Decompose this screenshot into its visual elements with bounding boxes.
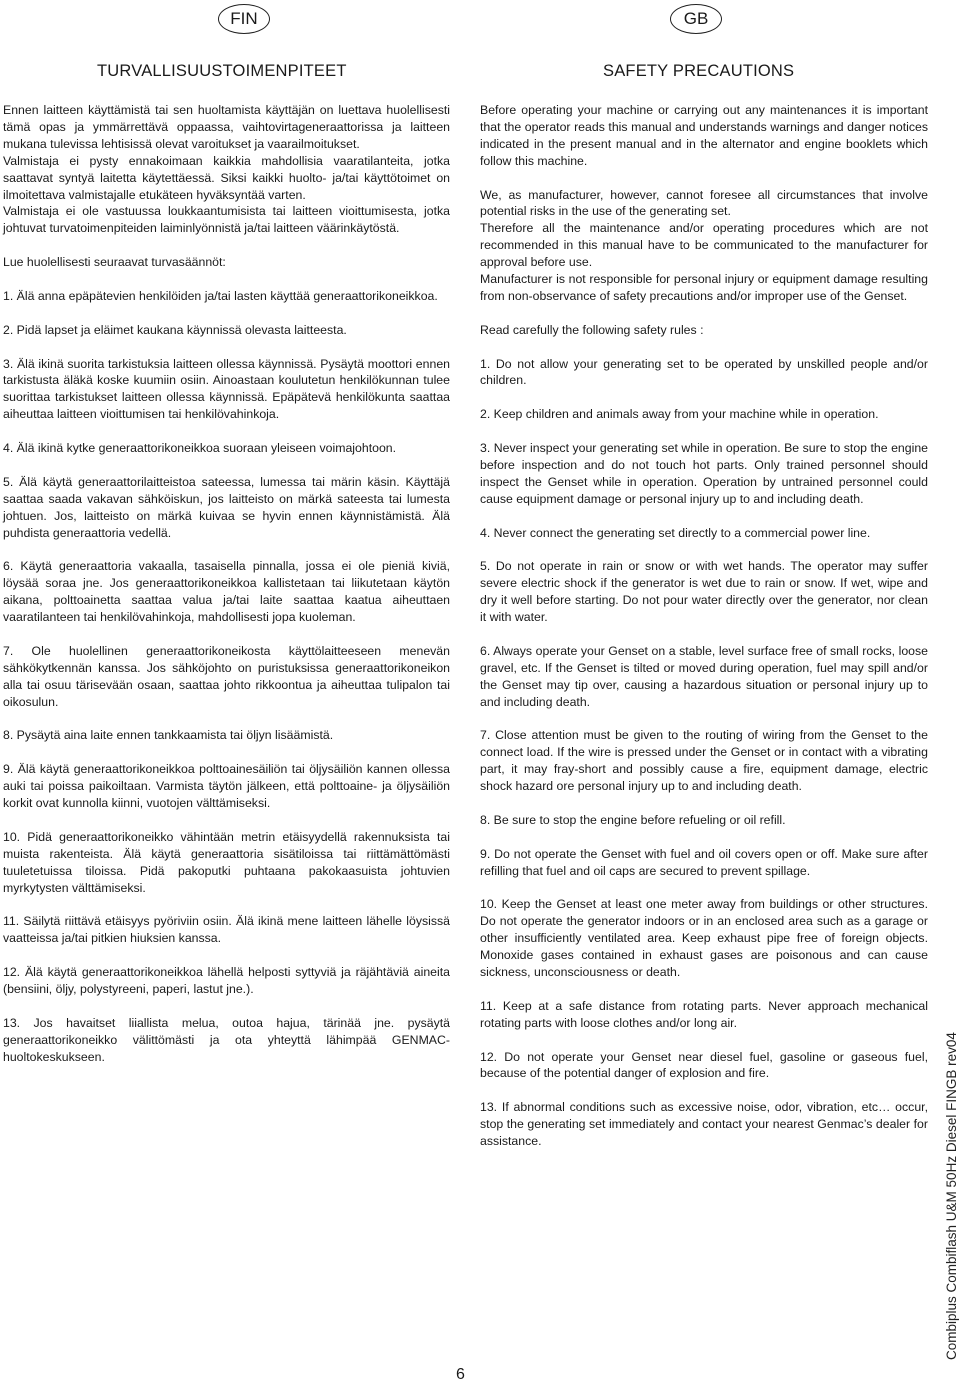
english-column	[480, 102, 928, 1150]
safety-rule: 5. Älä käytä generaattorilaitteistoa sateessa, lumessa tai märin käsin. Käyttäjä saattaa saada vakavan sähköiskun, jos laitteisto on märkä sateesta tai lumesta johtuen. Jos, laitteisto on märkä kuivaa se hyvin ennen käynnistämistä. Älä puhdista generaattoria vedellä.	[3, 474, 450, 540]
safety-rule: 11. Säilytä riittävä etäisyys pyöriviin osiin. Älä ikinä mene laitteen lähelle löysissä vaatteissa ja/tai pitkien hiuksien kanssa.	[3, 914, 450, 946]
intro-paragraph: Valmistaja ei ole vastuussa loukkaantumisista tai laitteen vioittumisesta, jotka johtuvat turvatoimenpiteiden laiminlyönnistä ja/tai laitteen väärinkäytöstä.	[3, 204, 450, 236]
intro-paragraph: Valmistaja ei pysty ennakoimaan kaikkia mahdollisia vaaratilanteita, jotka saattavat syntyä laitetta käytettäessä. Siksi kaikki huolto- ja/tai käyttötoimet on ilmoitettava valmistajalle etukäteen hyväksyntää varten.	[3, 153, 450, 202]
safety-rule: 7. Close attention must be given to the routing of wiring from the Genset to the connect load. If the wire is pressed under the Genset or in contact with a vibrating part, it may fray-short and possibly cause a fire, equipment damage, electric shock hazard ore personal injury up to and including death.	[480, 728, 928, 794]
safety-rule: 11. Keep at a safe distance from rotating parts. Never approach mechanical rotating parts with loose clothes and/or long air.	[480, 998, 928, 1030]
safety-rule: 9. Älä käytä generaattorikoneikkoa polttoainesäiliön tai öljysäiliön kannen ollessa auki tai poissa paikoiltaan. Varmista täytön jälkeen, että polttoaine- ja öljysäiliön korkit ovat kunnolla kiinni, vuotojen välttämiseksi.	[3, 762, 450, 810]
rules-lead: Read carefully the following safety rules :	[480, 322, 704, 337]
intro-paragraph: Manufacturer is not responsible for personal injury or equipment damage resulting from non-observance of safety precautions and/or improper use of the Genset.	[480, 272, 928, 303]
safety-rule: 9. Do not operate the Genset with fuel and oil covers open or off. Make sure after refilling that fuel and oil caps are secured to prevent spillage.	[480, 846, 928, 878]
safety-rule: 7. Ole huolellinen generaattorikoneikosta käyttölaitteeseen menevän sähkökytkennän kanssa. Jos sähköjohto on puristuksissa generaattorikoneikon alla tai osuu tärisevään osaan, saattaa johto rikkoontua ja aiheuttaa tulipalon tai oikosulun.	[3, 643, 450, 709]
safety-rule: 8. Be sure to stop the engine before refueling or oil refill.	[480, 812, 786, 827]
intro-paragraph: Therefore all the maintenance and/or operating procedures which are not recommended in this manual have to be communicated to the manufacturer for approval before use.	[480, 221, 928, 270]
language-badge-fin: FIN	[218, 4, 270, 34]
rules-lead: Lue huolellisesti seuraavat turvasäännöt:	[3, 255, 226, 270]
safety-rule: 10. Pidä generaattorikoneikko vähintään metrin etäisyydellä rakennuksista tai muista rakenteista. Älä käytä generaattoria sisätiloissa tai riittämättömästi tuuletetuissa tiloissa. Pidä pakoputki puhtaana pakokaasuista johtuvien myrkytysten välttämiseksi.	[3, 829, 450, 895]
safety-rule: 8. Pysäytä aina laite ennen tankkaamista tai öljyn lisäämistä.	[3, 728, 334, 743]
intro-paragraph: Ennen laitteen käyttämistä tai sen huoltamista käyttäjän on luettava huolellisesti tämä opas ja ymmärrettävä oppaassa, vaihtovirtageneraattorissa ja laitteen mukana tulevissa lehtisissä olevat varoitukset ja vaarailmoitukset.	[3, 103, 450, 151]
safety-rule: 6. Always operate your Genset on a stable, level surface free of small rocks, loose gravel, etc. If the Genset is tilted or moved during operation, fuel may spill and/or the Genset may tip over, causing a hazardous situation or personal injury up to and including death.	[480, 643, 928, 709]
document-reference-text: Combiplus Combiflash U&M 50Hz Diesel FINGB rev04	[944, 1032, 959, 1360]
safety-rule: 4. Never connect the generating set directly to a commercial power line.	[480, 525, 871, 540]
safety-rule: 1. Älä anna epäpätevien henkilöiden ja/tai lasten käyttää generaattorikoneikkoa.	[3, 288, 438, 303]
intro-paragraph: We, as manufacturer, however, cannot foresee all circumstances that involve potential risks in the use of the generating set.	[480, 187, 928, 219]
safety-rule: 3. Never inspect your generating set while in operation. Be sure to stop the engine before inspection and do not touch hot parts. Only trained personnel should inspect the Genset while in operation. Operation by untrained personnel could cause equipment damage or personal injury up to and including death.	[480, 441, 928, 506]
section-title-gb: SAFETY PRECAUTIONS	[603, 62, 795, 80]
safety-rule: 4. Älä ikinä kytke generaattorikoneikkoa suoraan yleiseen voimajohtoon.	[3, 441, 397, 456]
safety-rule: 6. Käytä generaattoria vakaalla, tasaisella pinnalla, jossa ei ole pieniä kiviä, löysää soraa jne. Jos generaattorikoneikkoa kallistetaan tai liikutetaan käytön aikana, polttoainetta saattaa valua ja/tai laite saattaa kaatua aiheuttaen vaaratilanteen tai henkilövahinkoja, mahdollisesti jopa kuoleman.	[3, 559, 450, 625]
finnish-column	[3, 102, 450, 1065]
safety-rule: 12. Do not operate your Genset near diesel fuel, gasoline or gaseous fuel, because of the potential danger of explosion and fire.	[480, 1049, 928, 1081]
intro-paragraph: Before operating your machine or carrying out any maintenances it is important that the operator reads this manual and understands warnings and danger notices indicated in the present manual and in the alternator and engine booklets which follow this machine.	[480, 103, 928, 168]
language-badge-gb: GB	[670, 4, 722, 34]
safety-rule: 3. Älä ikinä suorita tarkistuksia laitteen ollessa käynnissä. Pysäytä moottori ennen tarkistusta äläkä koske kuumiin osiin. Ainoastaan koulutetun henkilökunnan tulee suorittaa tarkistukset laitteen ollessa käynnissä. Epäpätevä henkilökunta saattaa aiheuttaa laitteen vioittumisen tai henkilövahinkoja.	[3, 356, 450, 422]
safety-rule: 1. Do not allow your generating set to be operated by unskilled people and/or children.	[480, 356, 928, 388]
safety-rule: 2. Pidä lapset ja eläimet kaukana käynnissä olevasta laitteesta.	[3, 322, 347, 337]
safety-rule: 2. Keep children and animals away from your machine while in operation.	[480, 407, 879, 422]
safety-rule: 10. Keep the Genset at least one meter away from buildings or other structures. Do not operate the generator indoors or in an enclosed area such as a garage or other insufficiently ventilated area. Keep exhaust pipe free of foreign objects. Monoxide gases contained in exhaust gases are poisonous and can cause sickness, unconsciousness or death.	[480, 897, 928, 980]
safety-rule: 13. If abnormal conditions such as excessive noise, odor, vibration, etc… occur, stop the generating set immediately and contact your nearest Genmac’s dealer for assistance.	[480, 1100, 928, 1149]
safety-rule: 12. Älä käytä generaattorikoneikkoa lähellä helposti syttyviä ja räjähtäviä aineita (bensiini, öljy, polystyreeni, paperi, lastut jne.).	[3, 965, 450, 996]
section-title-fin: TURVALLISUUSTOIMENPITEET	[97, 62, 347, 80]
safety-rule: 5. Do not operate in rain or snow or with wet hands. The operator may suffer severe electric shock if the generator is wet due to rain or snow. If wet, wipe and dry it well before starting. Do not pour water directly over the generator, nor clean it with water.	[480, 559, 928, 625]
page-number: 6	[456, 1366, 465, 1383]
safety-rule: 13. Jos havaitset liiallista melua, outoa hajua, tärinää jne. pysäytä generaattorikoneikko välittömästi ja ota yhteyttä lähimpää GENMAC-huoltokeskukseen.	[3, 1015, 450, 1064]
